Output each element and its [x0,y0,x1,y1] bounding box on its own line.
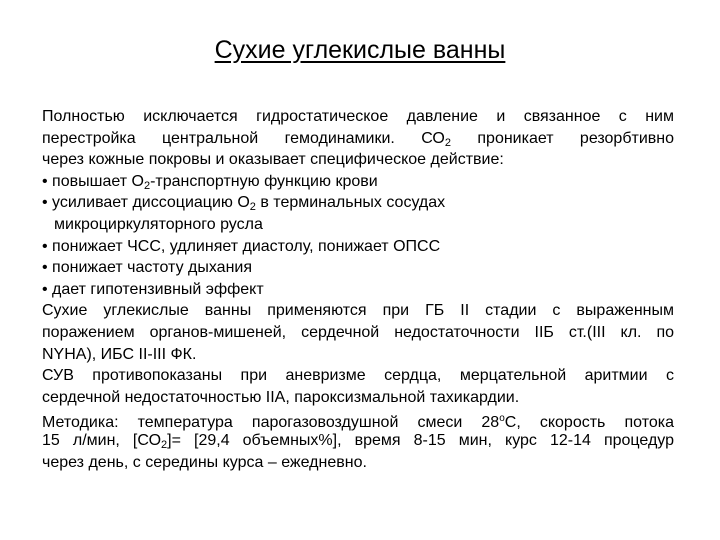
line-text: • повышает О [42,172,144,190]
line-text: Сухие углекислые ванны применяются при ГБ II стадии с выраженным [42,302,674,320]
subscript: 2 [444,136,452,149]
text-line [42,149,674,171]
bullet-item [42,171,674,193]
text-line [42,430,674,452]
line-text: -транспортную функцию крови [150,172,378,190]
text-line [42,387,674,409]
line-text: С, скорость потока [504,414,674,432]
line-text: • понижает частоту дыхания [42,259,252,277]
line-text: сердечной недостаточностью IIА, пароксизмальной тахикардии. [42,388,520,406]
line-text: в терминальных сосудах [255,194,446,212]
line-text: ]= [29,4 объемных%], время 8-15 мин, курс 12-14 процедур [167,431,675,449]
line-text: поражением органов-мишеней, сердечной недостаточности IIБ ст.(III кл. по [42,323,675,341]
line-text: • дает гипотензивный эффект [42,280,264,298]
line-text: микроциркуляторного русла [54,215,263,233]
bullet-item [42,257,674,279]
text-line [42,408,674,430]
line-text: • понижает ЧСС, удлиняет диастолу, понижает ОПСС [42,237,441,255]
line-text: NYHA), ИБС II-III ФК. [42,345,197,363]
subscript: 2 [249,201,256,214]
line-text: СУВ противопоказаны при аневризме сердца, мерцательной аритмии с [42,367,674,385]
line-text: через день, с середины курса – ежедневно. [42,453,367,471]
text-line [42,300,674,322]
line-text: перестройка центральной гемодинамики. СО [42,129,445,147]
slide-body [42,106,674,473]
text-line [42,365,674,387]
bullet-item [42,279,674,301]
bullet-continuation [42,214,674,236]
line-text: проникает резорбтивно [451,129,674,147]
text-line [42,106,674,128]
bullet-item [42,236,674,258]
text-line [42,322,674,344]
text-line [42,344,674,366]
superscript: о [499,413,505,425]
line-text: Методика: температура парогазовоздушной смеси 28 [42,414,500,432]
line-text: Полностью исключается гидростатическое давление и связанное с ним [42,108,674,125]
slide-title: Сухие углекислые ванны [214,36,506,64]
line-text: • усиливает диссоциацию О [42,194,250,212]
line-text: 15 л/мин, [СО [42,431,162,449]
text-line [42,128,674,150]
text-line [42,452,674,474]
subscript: 2 [161,438,168,451]
line-text: через кожные покровы и оказывает специфическое действие: [42,151,504,169]
subscript: 2 [143,179,151,192]
bullet-item [42,192,674,214]
